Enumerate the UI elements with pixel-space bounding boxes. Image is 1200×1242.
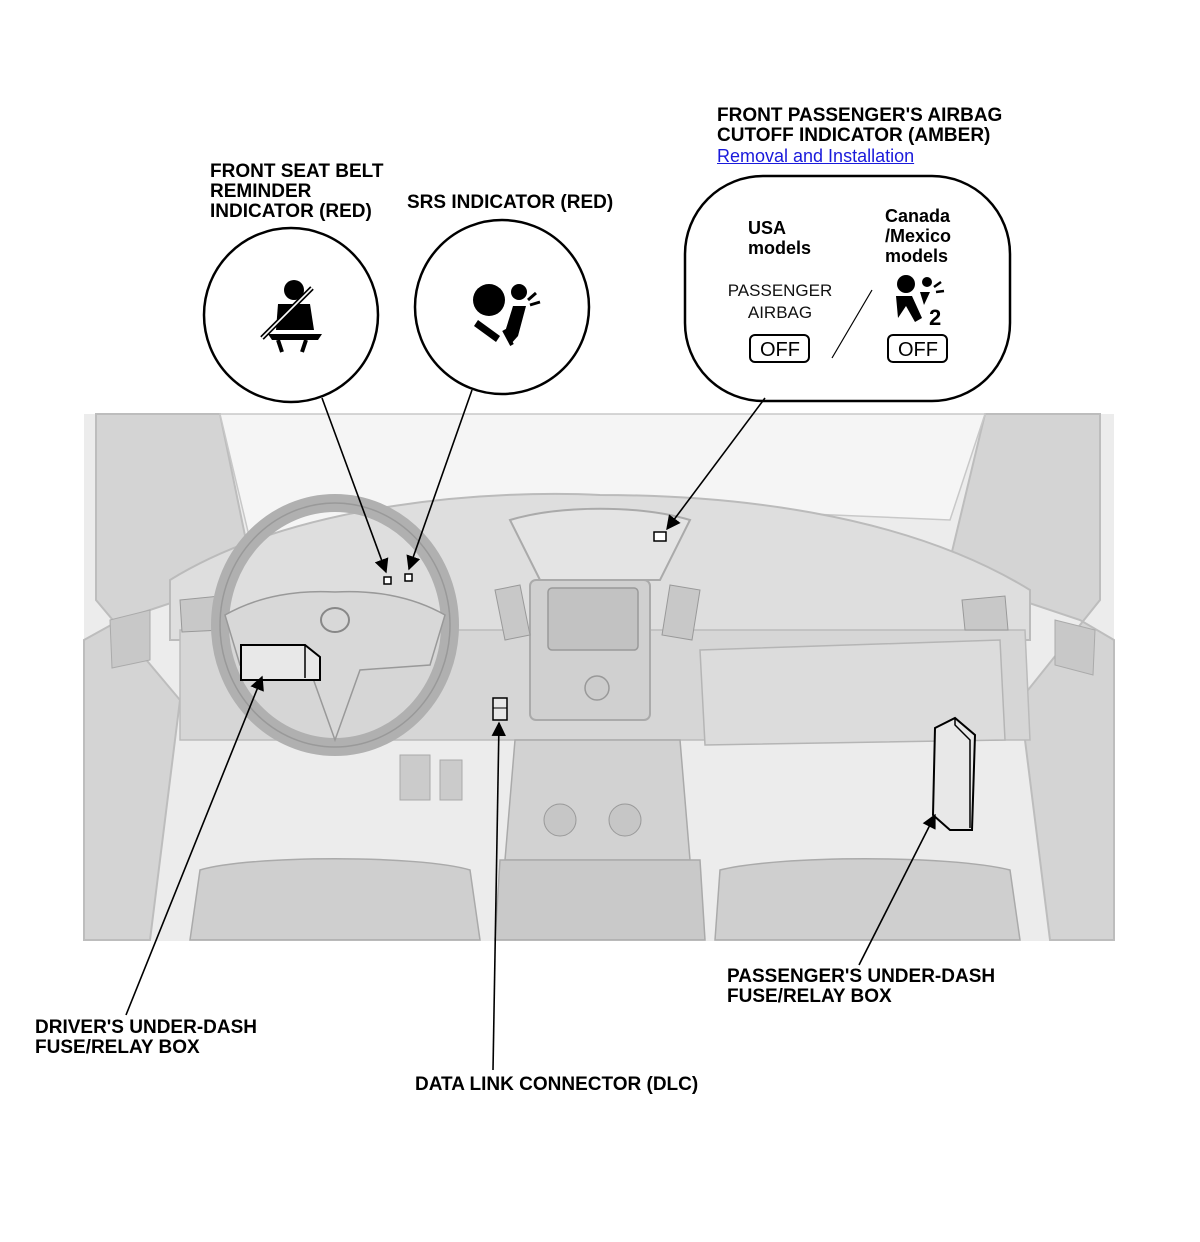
data-link-connector-label: DATA LINK CONNECTOR (DLC) bbox=[415, 1074, 699, 1095]
canada-models-label-line3: models bbox=[885, 246, 949, 266]
srs-indicator-title: SRS INDICATOR (RED) bbox=[407, 192, 614, 213]
svg-text:OFF: OFF bbox=[898, 339, 938, 361]
airbag-cutoff-indicator-box bbox=[685, 176, 1010, 401]
passenger-fuse-box bbox=[933, 718, 975, 830]
usa-models-label-line2: models bbox=[748, 238, 812, 258]
seat-belt-indicator-location bbox=[384, 577, 391, 584]
passenger-fuse-box-label: PASSENGER'S UNDER-DASH FUSE/RELAY BOX bbox=[727, 966, 996, 1007]
canada-models-label-line2: /Mexico bbox=[885, 226, 952, 246]
car-interior bbox=[84, 414, 1114, 941]
seat-belt-indicator-circle bbox=[204, 228, 378, 402]
driver-fuse-box-label: DRIVER'S UNDER-DASH FUSE/RELAY BOX bbox=[35, 1017, 257, 1058]
removal-and-installation-link[interactable]: Removal and Installation bbox=[717, 146, 915, 166]
usa-models-label-line1: USA bbox=[748, 218, 787, 238]
svg-text:OFF: OFF bbox=[760, 339, 800, 361]
srs-indicator-circle bbox=[415, 220, 589, 394]
airbag-cutoff-indicator-title: FRONT PASSENGER'S AIRBAG CUTOFF INDICATOR (AMBER) bbox=[717, 105, 1003, 146]
canada-models-label-line1: Canada bbox=[885, 206, 951, 226]
airbag-cutoff-indicator-location bbox=[654, 532, 666, 541]
svg-text:PASSENGER: PASSENGER bbox=[727, 281, 833, 300]
seat-belt-reminder-title: FRONT SEAT BELT REMINDER INDICATOR (RED) bbox=[210, 161, 384, 222]
driver-fuse-box bbox=[241, 645, 320, 680]
data-link-connector bbox=[493, 698, 507, 720]
svg-text:2: 2 bbox=[929, 305, 942, 330]
svg-text:AIRBAG: AIRBAG bbox=[747, 303, 813, 322]
srs-indicator-location bbox=[405, 574, 412, 581]
